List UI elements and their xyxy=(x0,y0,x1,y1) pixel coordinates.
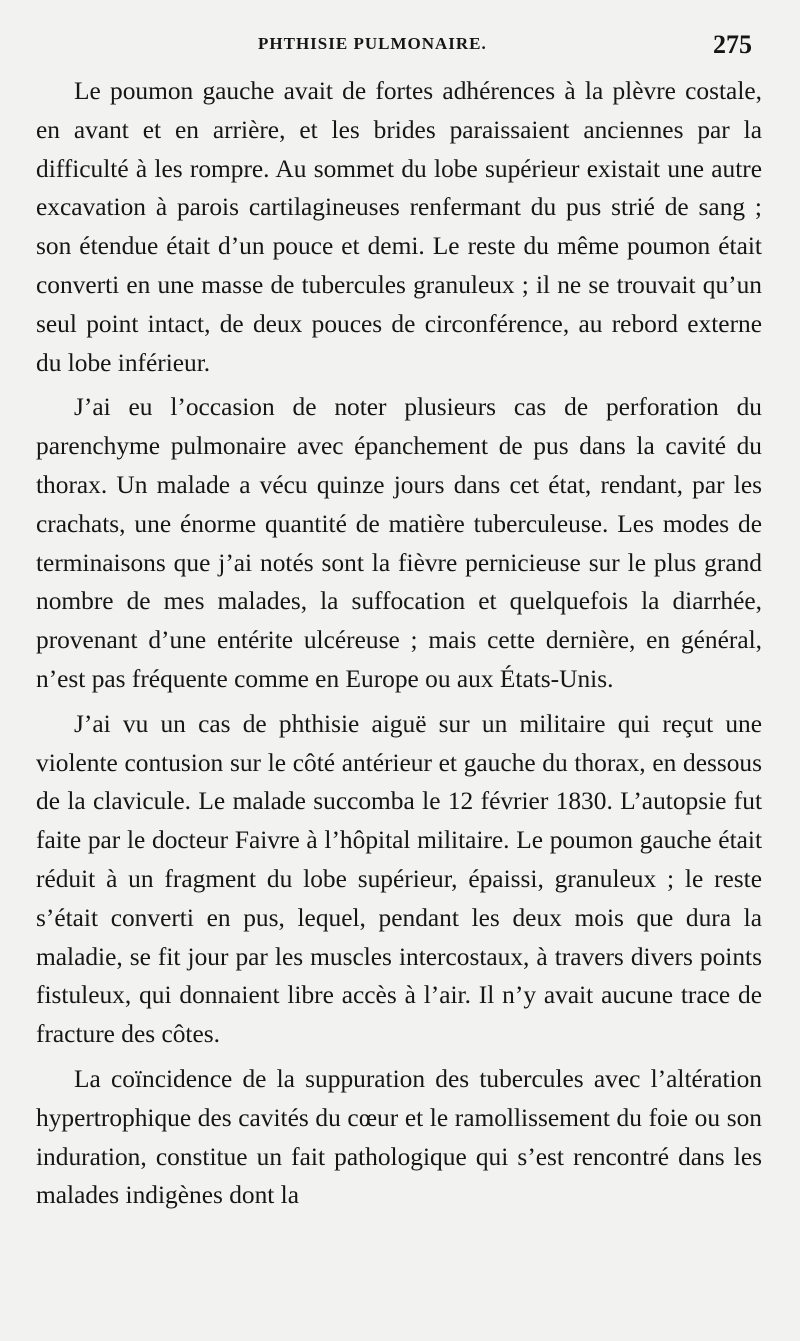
body-text xyxy=(36,72,762,1215)
paragraph: J’ai vu un cas de phthisie aiguë sur un militaire qui reçut une violente contusion sur le côté antérieur et gauche du thorax, en dessous de la clavicule. Le malade succomba le 12 février 1830. L’autopsie fut faite par le docteur Faivre à l’hôpital militaire. Le poumon gauche était réduit à un fragment du lobe supérieur, épaissi, granuleux ; le reste s’était converti en pus, lequel, pendant les deux mois que dura la maladie, se fit jour par les muscles intercostaux, à travers divers points fistuleux, qui donnaient libre accès à l’air. Il n’y avait aucune trace de fracture des côtes. xyxy=(36,709,762,1049)
running-head: PHTHISIE PULMONAIRE. xyxy=(258,34,487,53)
page-number: 275 xyxy=(713,30,752,59)
page-header xyxy=(0,30,800,66)
paragraph: Le poumon gauche avait de fortes adhérences à la plèvre costale, en avant et en arrière, et les brides paraissaient anciennes par la difficulté à les rompre. Au sommet du lobe supérieur existait une autre excavation à parois cartilagineuses renfermant du pus strié de sang ; son étendue était d’un pouce et demi. Le reste du même poumon était converti en une masse de tubercules granuleux ; il ne se trouvait qu’un seul point intact, de deux pouces de circonférence, au rebord externe du lobe inférieur. xyxy=(36,77,762,377)
paragraph: J’ai eu l’occasion de noter plusieurs cas de perforation du parenchyme pulmonaire avec épanchement de pus dans la cavité du thorax. Un malade a vécu quinze jours dans cet état, rendant, par les crachats, une énorme quantité de matière tuberculeuse. Les modes de terminaisons que j’ai notés sont la fièvre pernicieuse sur le plus grand nombre de mes malades, la suffocation et quelquefois la diarrhée, provenant d’une entérite ulcéreuse ; mais cette dernière, en général, n’est pas fréquente comme en Europe ou aux États-Unis. xyxy=(36,393,762,693)
paragraph: La coïncidence de la suppuration des tubercules avec l’altération hypertrophique des cavités du cœur et le ramollissement du foie ou son induration, constitue un fait pathologique qui s’est rencontré dans les malades indigènes dont la xyxy=(36,1064,762,1210)
